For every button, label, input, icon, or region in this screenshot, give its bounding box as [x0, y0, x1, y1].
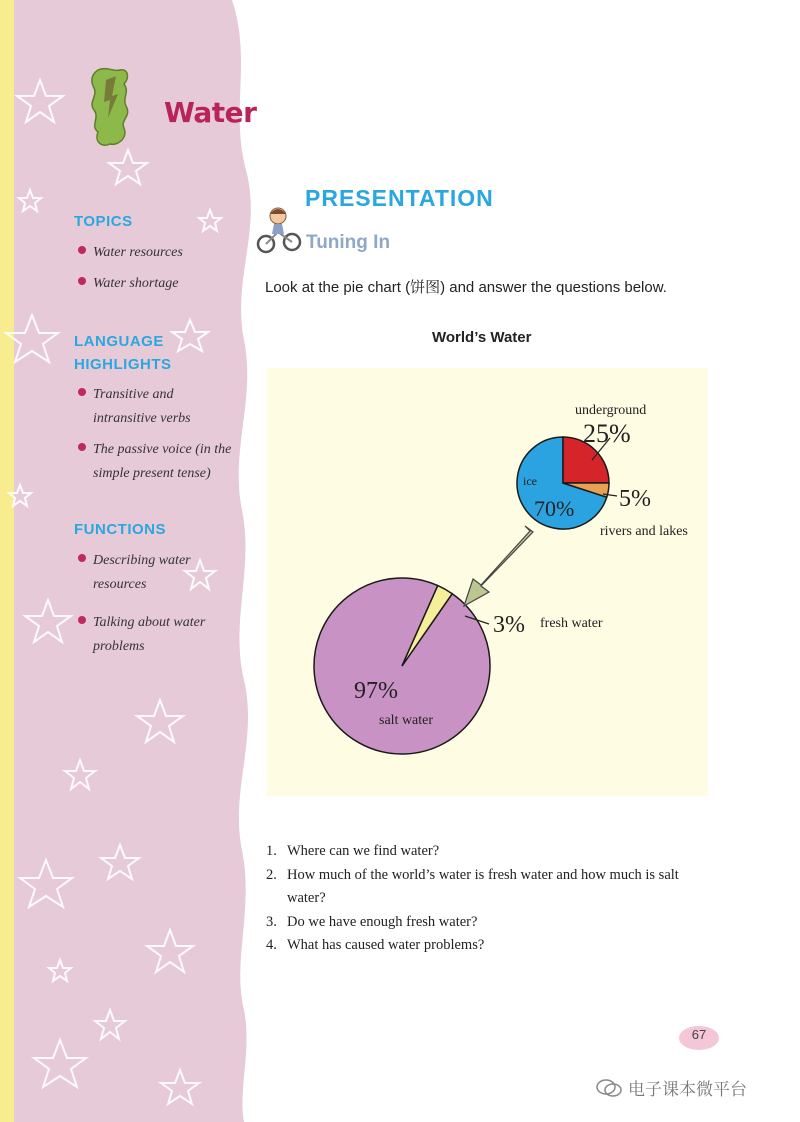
bullet-icon	[78, 277, 86, 285]
topics-heading: TOPICS	[74, 213, 133, 230]
question-item: 1. Where can we find water?	[266, 843, 440, 859]
question-list	[266, 840, 716, 958]
topic-item: Water resources	[78, 241, 248, 265]
label-fresh-water: fresh water	[540, 616, 603, 631]
page-number: 67	[691, 1027, 707, 1042]
question-item: 3. Do we have enough fresh water?	[266, 913, 478, 930]
connector-arrow	[464, 526, 533, 606]
value-salt-water: 97%	[354, 678, 398, 704]
mascot-cyclist-icon	[254, 204, 304, 254]
unit-badge-icon	[84, 66, 138, 150]
label-rivers-and-lakes: rivers and lakes	[600, 524, 688, 539]
functions-item: Talking about water problems	[78, 611, 248, 659]
value-underground: 25%	[583, 419, 631, 448]
label-salt-water: salt water	[379, 713, 434, 728]
watermark: 电子课本微平台	[596, 1075, 747, 1100]
label-ice: ice	[523, 474, 537, 488]
section-title: PRESENTATION	[305, 185, 494, 211]
instruction-text: Look at the pie chart (饼图) and answer the questions below.	[265, 279, 667, 296]
value-fresh-water: 3%	[493, 612, 525, 638]
unit-title: Water	[164, 96, 257, 129]
value-ice: 70%	[534, 496, 575, 521]
chart-title: World’s Water	[432, 329, 532, 346]
language-item: The passive voice (in the simple present tense)	[78, 438, 248, 486]
label-underground: underground	[575, 403, 647, 418]
bullet-icon	[78, 246, 86, 254]
chat-bubble-icon	[596, 1078, 622, 1098]
pie-chart-svg	[267, 368, 708, 796]
value-rivers-and-lakes: 5%	[619, 486, 651, 512]
bullet-icon	[78, 443, 86, 451]
question-item: 2. How much of the world’s water is fresh water and how much is salt water?	[266, 866, 679, 906]
language-highlights-heading: LANGUAGE HIGHLIGHTS	[74, 333, 172, 373]
language-item: Transitive and intransitive verbs	[78, 383, 248, 431]
pie-chart	[267, 368, 708, 796]
bullet-icon	[78, 616, 86, 624]
functions-heading: FUNCTIONS	[74, 521, 166, 538]
subsection-title: Tuning In	[306, 232, 391, 253]
bullet-icon	[78, 554, 86, 562]
functions-item: Describing water resources	[78, 549, 248, 597]
question-item: 4. What has caused water problems?	[266, 937, 485, 953]
topic-item: Water shortage	[78, 272, 248, 296]
bullet-icon	[78, 388, 86, 396]
